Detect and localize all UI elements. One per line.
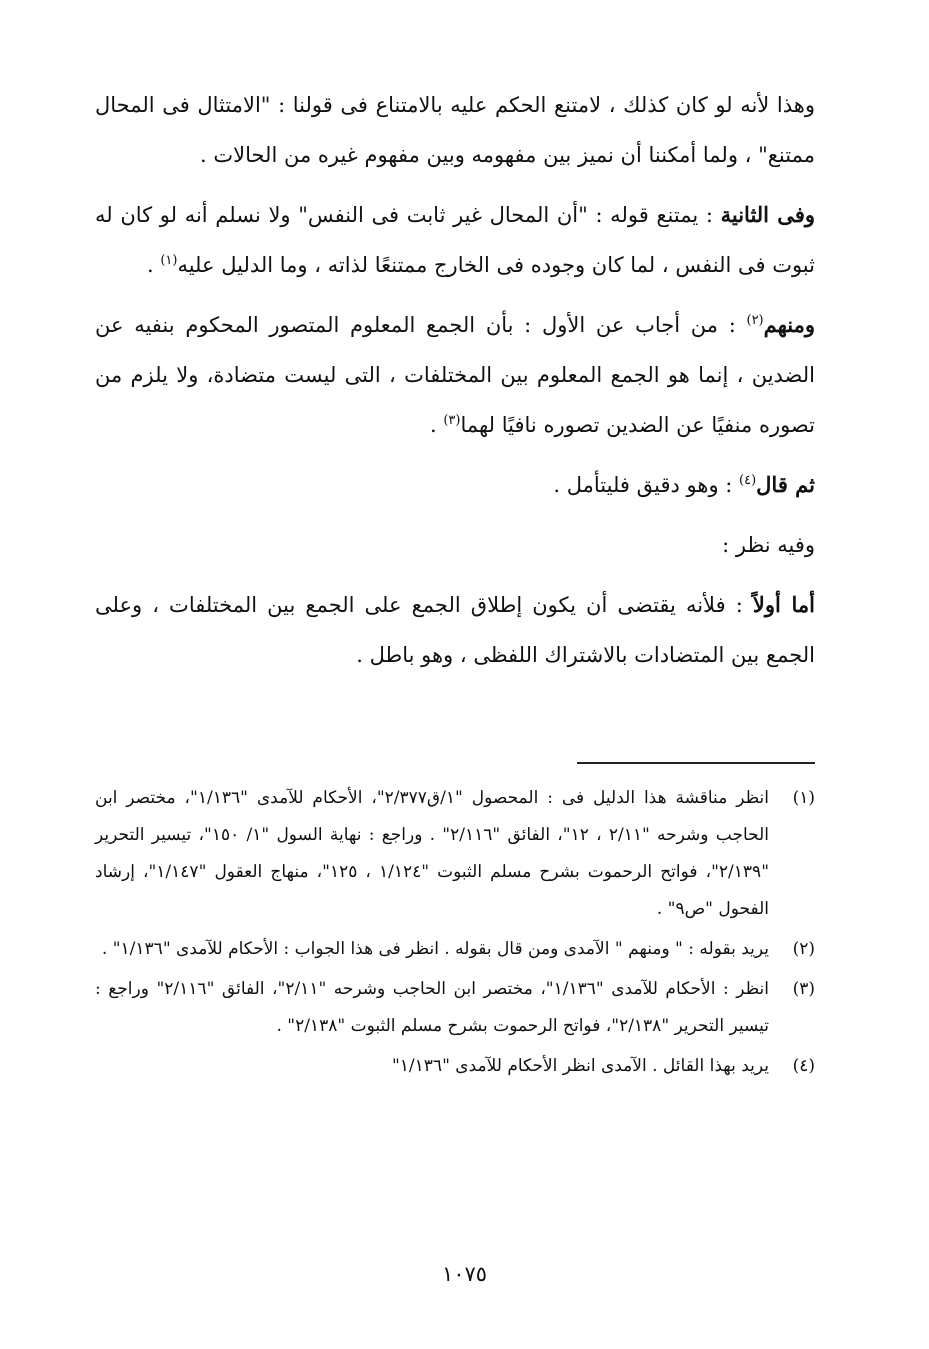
paragraph-3-end: . <box>429 413 444 437</box>
footnote-text: انظر : الأحكام للآمدى "١/١٣٦"، مختصر ابن الحاجب وشرحه "٢/١١"، الفائق "٢/١١٦" وراجع : تيسير التحرير "٢/١٣٨"، فواتح الرحموت بشرح مسلم الثبوت "٢/١٣٨" . <box>95 979 769 1036</box>
paragraph-2-end: . <box>146 253 161 277</box>
paragraph-5-text: وفيه نظر : <box>722 533 815 557</box>
paragraph-2-lead: وفى الثانية <box>720 202 815 227</box>
main-text <box>95 80 815 690</box>
paragraph-2 <box>95 190 815 290</box>
footnote-text: يريد بقوله : " ومنهم " الآمدى ومن قال بقوله . انظر فى هذا الجواب : الأحكام للآمدى "١/١٣٦" . <box>101 939 769 959</box>
footnote-ref-3[interactable]: (٣) <box>443 413 461 428</box>
paragraph-1-text: وهذا لأنه لو كان كذلك ، لامتنع الحكم عليه بالامتناع فى قولنا : "الامتثال فى المحال ممتنع" ، ولما أمكننا أن نميز بين مفهومه وبين مفهوم غيره من الحالات . <box>95 93 815 167</box>
paragraph-4-lead: ثم قال <box>756 472 815 497</box>
footnote-ref-2[interactable]: (٢) <box>746 313 764 328</box>
page-number: ١٠٧٥ <box>441 1262 488 1286</box>
paragraph-6-lead: أما أولاً <box>752 592 816 617</box>
paragraph-4 <box>95 460 815 510</box>
paragraph-4-text: : وهو دقيق فليتأمل . <box>553 473 740 497</box>
footnote-text: انظر مناقشة هذا الدليل فى : المحصول "١/ق٢/٣٧٧"، الأحكام للآمدى "١/١٣٦"، مختصر ابن الحاجب وشرحه "٢/١١ ، ١٢"، الفائق "٢/١١٦" . وراجع : نهاية السول "١/ ١٥٠"، تيسير التحرير "٢/١٣٩"، فواتح الرحموت بشرح مسلم الثبوت "١/١٢٤ ، ١٢٥"، منهاج العقول "١/١٤٧"، إرشاد الفحول "ص٩" . <box>95 788 770 919</box>
footnote-1 <box>95 780 815 928</box>
paragraph-3-text: : من أجاب عن الأول : بأن الجمع المعلوم المتصور المحكوم بنفيه عن الضدين ، إنما هو الجمع المعلوم بين المختلفات ، التى ليست متضادة، ولا يلزم من تصوره منفيًا عن الضدين تصوره نافيًا لهما <box>95 313 815 437</box>
footnotes <box>95 780 815 1088</box>
footnote-number: (٢) <box>792 939 815 959</box>
footnote-number: (٤) <box>792 1056 815 1076</box>
footnote-ref-4[interactable]: (٤) <box>739 473 757 488</box>
paragraph-2-text: : يمتنع قوله : "أن المحال غير ثابت فى النفس" ولا نسلم أنه لو كان له ثبوت فى النفس ، لما كان وجوده فى الخارج ممتنعًا لذاته ، وما الدليل عليه <box>95 203 815 277</box>
paragraph-6 <box>95 580 815 680</box>
footnote-4 <box>95 1048 815 1085</box>
footnote-number: (١) <box>792 788 815 808</box>
paragraph-6-text: : فلأنه يقتضى أن يكون إطلاق الجمع على الجمع بين المختلفات ، وعلى الجمع بين المتضادات بالاشتراك اللفظى ، وهو باطل . <box>95 593 815 667</box>
footnote-3 <box>95 971 815 1045</box>
paragraph-3-lead: ومنهم <box>763 312 816 337</box>
footnote-divider <box>577 762 815 764</box>
paragraph-3 <box>95 300 815 450</box>
footnote-number: (٣) <box>792 979 815 999</box>
paragraph-5 <box>95 520 815 570</box>
paragraph-1 <box>95 80 815 180</box>
footnote-ref-1[interactable]: (١) <box>160 253 178 268</box>
footnote-text: يريد بهذا القائل . الآمدى انظر الأحكام للآمدى "١/١٣٦" <box>391 1056 769 1076</box>
footnote-2 <box>95 931 815 968</box>
